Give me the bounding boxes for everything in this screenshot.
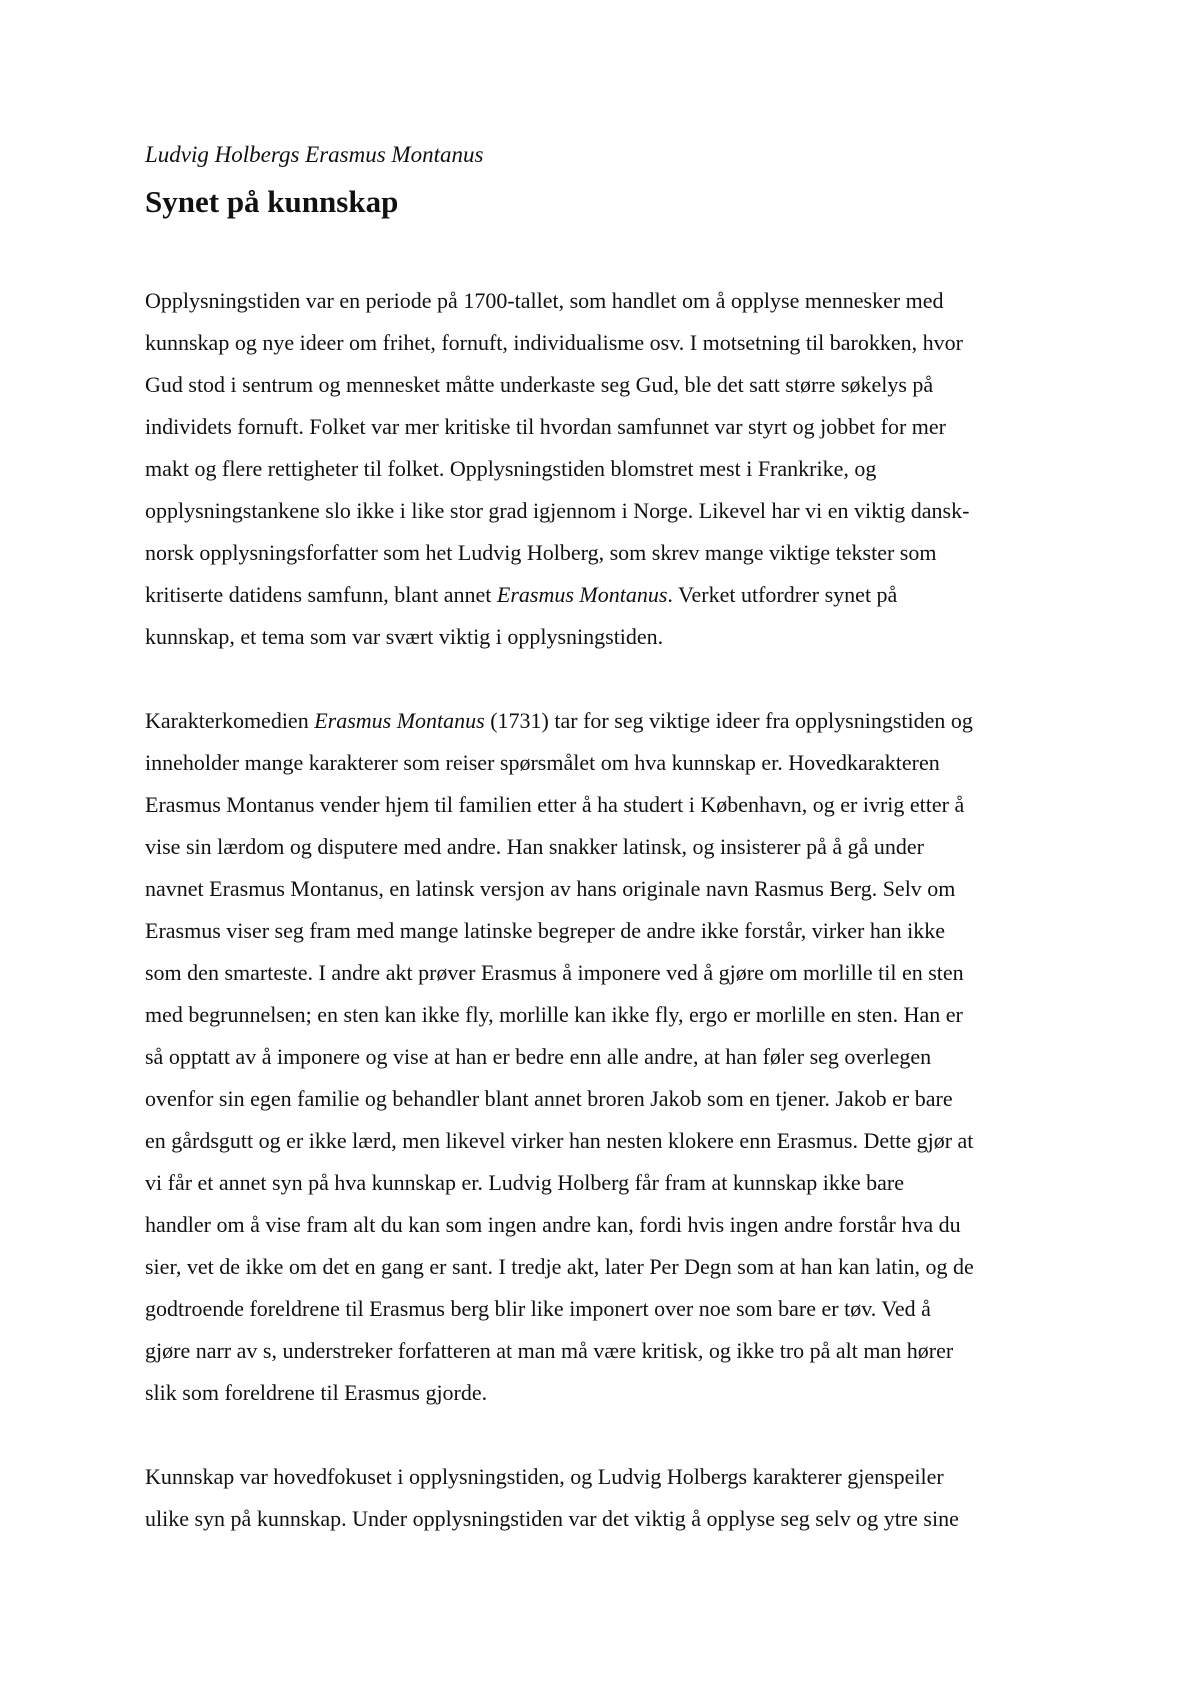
text-line: sier, vet de ikke om det en gang er sant. I tredje akt, later Per Degn som at han kan latin, og de bbox=[145, 1254, 974, 1279]
text-line: så opptatt av å imponere og vise at han er bedre enn alle andre, at han føler seg overlegen bbox=[145, 1044, 932, 1069]
text-line: Kunnskap var hovedfokuset i opplysningstiden, og Ludvig Holbergs karakterer gjenspeiler bbox=[145, 1464, 944, 1489]
document-subtitle: Ludvig Holbergs Erasmus Montanus bbox=[145, 142, 484, 167]
document-content bbox=[145, 140, 1065, 1540]
work-title: Erasmus Montanus bbox=[496, 582, 668, 607]
text-line: inneholder mange karakterer som reiser spørsmålet om hva kunnskap er. Hovedkarakteren bbox=[145, 750, 940, 775]
text-line: ovenfor sin egen familie og behandler blant annet broren Jakob som en tjener. Jakob er bare bbox=[145, 1086, 953, 1111]
text-line: gjøre narr av s, understreker forfatteren at man må være kritisk, og ikke tro på alt man hører bbox=[145, 1338, 954, 1363]
text-line: makt og flere rettigheter til folket. Opplysningstiden blomstret mest i Frankrike, og bbox=[145, 456, 877, 481]
work-title: Erasmus Montanus bbox=[314, 708, 485, 733]
text-line: Opplysningstiden var en periode på 1700-tallet, som handlet om å opplyse mennesker med bbox=[145, 288, 944, 313]
text-segment: (1731) tar for seg viktige ideer fra opplysningstiden og bbox=[484, 708, 973, 733]
text-line: godtroende foreldrene til Erasmus berg blir like imponert over noe som bare er tøv. Ved å bbox=[145, 1296, 931, 1321]
text-segment: . Verket utfordrer synet på bbox=[667, 582, 898, 607]
text-line: slik som foreldrene til Erasmus gjorde. bbox=[145, 1380, 488, 1405]
text-line: Gud stod i sentrum og mennesket måtte underkaste seg Gud, ble det satt større søkelys på bbox=[145, 372, 934, 397]
text-segment: kritiserte datidens samfunn, blant annet bbox=[145, 582, 497, 607]
paragraph-1 bbox=[145, 280, 1065, 658]
text-line: Erasmus viser seg fram med mange latinske begreper de andre ikke forstår, virker han ikke bbox=[145, 918, 945, 943]
text-line: en gårdsgutt og er ikke lærd, men likevel virker han nesten klokere enn Erasmus. Dette gjør at bbox=[145, 1128, 974, 1153]
text-line: vi får et annet syn på hva kunnskap er. Ludvig Holberg får fram at kunnskap ikke bare bbox=[145, 1170, 904, 1195]
text-line: kunnskap, et tema som var svært viktig i opplysningstiden. bbox=[145, 624, 664, 649]
text-line: vise sin lærdom og disputere med andre. Han snakker latinsk, og insisterer på å gå under bbox=[145, 834, 924, 859]
document-title: Synet på kunnskap bbox=[145, 184, 399, 219]
text-line bbox=[145, 700, 1065, 742]
text-line: norsk opplysningsforfatter som het Ludvig Holberg, som skrev mange viktige tekster som bbox=[145, 540, 937, 565]
text-line: ulike syn på kunnskap. Under opplysningstiden var det viktig å opplyse seg selv og ytre sine bbox=[145, 1506, 959, 1531]
text-segment: Karakterkomedien bbox=[145, 708, 315, 733]
text-line: handler om å vise fram alt du kan som ingen andre kan, fordi hvis ingen andre forstår hva du bbox=[145, 1212, 961, 1237]
text-line: Erasmus Montanus vender hjem til familien etter å ha studert i København, og er ivrig etter å bbox=[145, 792, 965, 817]
text-line: individets fornuft. Folket var mer kritiske til hvordan samfunnet var styrt og jobbet for mer bbox=[145, 414, 946, 439]
text-line: med begrunnelsen; en sten kan ikke fly, morlille kan ikke fly, ergo er morlille en sten. Han er bbox=[145, 1002, 963, 1027]
text-line: som den smarteste. I andre akt prøver Erasmus å imponere ved å gjøre om morlille til en sten bbox=[145, 960, 964, 985]
paragraph-2 bbox=[145, 700, 1065, 1414]
text-line: navnet Erasmus Montanus, en latinsk versjon av hans originale navn Rasmus Berg. Selv om bbox=[145, 876, 956, 901]
text-line bbox=[145, 574, 1065, 616]
text-line: kunnskap og nye ideer om frihet, fornuft, individualisme osv. I motsetning til barokken, hvor bbox=[145, 330, 963, 355]
text-line: opplysningstankene slo ikke i like stor grad igjennom i Norge. Likevel har vi en viktig dansk- bbox=[145, 498, 970, 523]
paragraph-3 bbox=[145, 1456, 1065, 1540]
